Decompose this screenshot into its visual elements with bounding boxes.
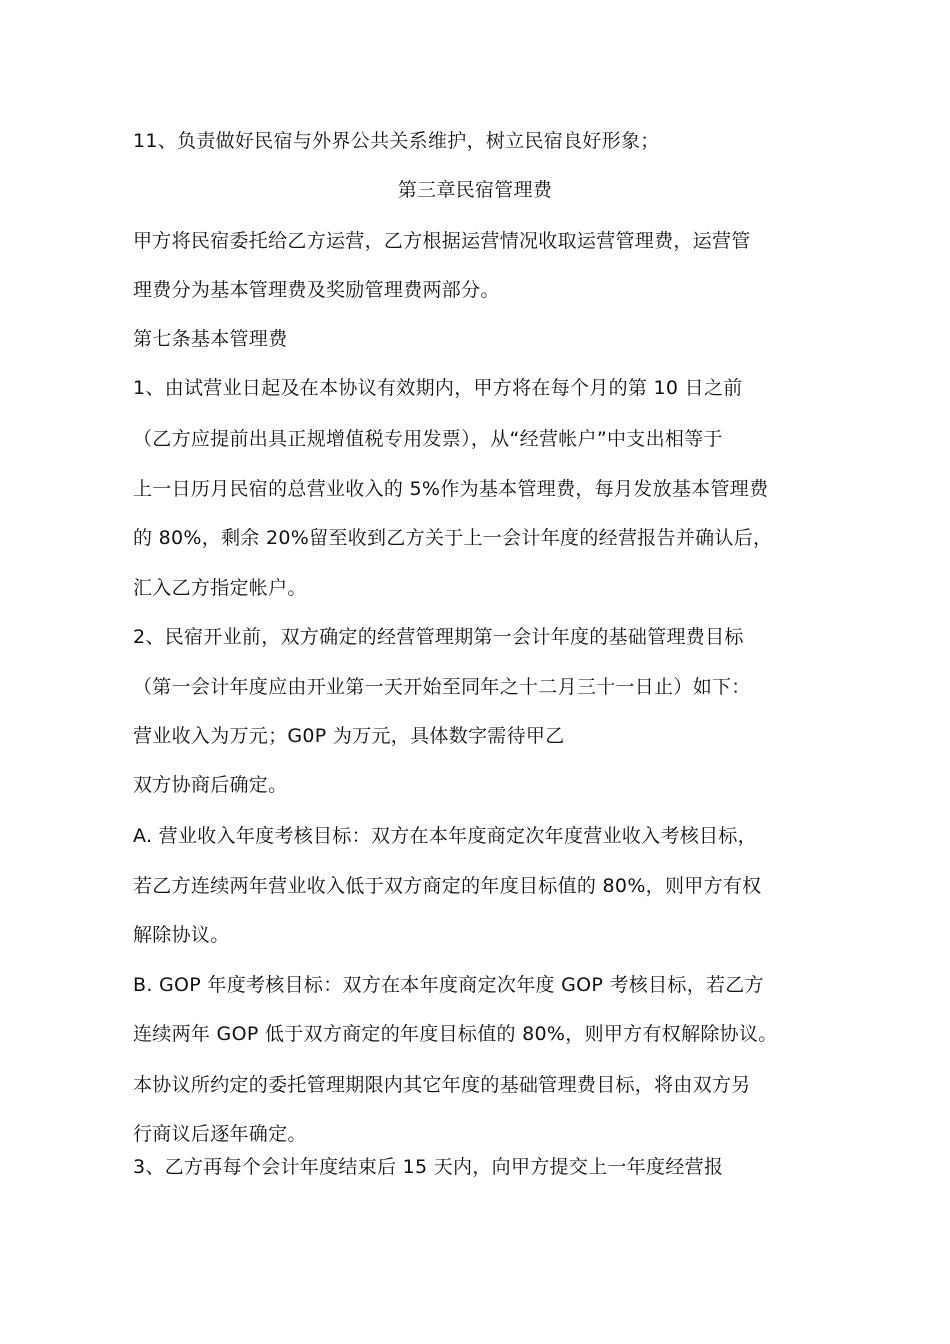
text-line: 3、乙方再每个会计年度结束后 15 天内，向甲方提交上一年度经营报 (133, 1156, 724, 1178)
text-line: 甲方将民宿委托给乙方运营，乙方根据运营情况收取运营管理费，运营管 (133, 230, 751, 252)
text-line: A. 营业收入年度考核目标：双方在本年度商定次年度营业收入考核目标， (133, 825, 757, 847)
text-line: （乙方应提前出具正规增值税专用发票），从“经营帐户”中支出相等于 (133, 428, 723, 450)
text-line: 营业收入为万元；G0P 为万元，具体数字需待甲乙 (133, 725, 565, 747)
text-line: 行商议后逐年确定。 (133, 1123, 307, 1145)
text-line: 上一日历月民宿的总营业收入的 5%作为基本管理费，每月发放基本管理费 (133, 478, 769, 500)
text-line: 的 80%，剩余 20%留至收到乙方关于上一会计年度的经营报告并确认后， (133, 527, 773, 549)
text-line: （第一会计年度应由开业第一天开始至同年之十二月三十一日止）如下： (133, 676, 751, 698)
text-line: 连续两年 GOP 低于双方商定的年度目标值的 80%，则甲方有权解除协议。 (133, 1023, 778, 1045)
text-line: 11、负责做好民宿与外界公共关系维护，树立民宿良好形象； (133, 130, 660, 152)
text-line: 1、由试营业日起及在本协议有效期内，甲方将在每个月的第 10 日之前 (133, 377, 743, 399)
text-line: 双方协商后确定。 (133, 774, 288, 796)
text-line: 本协议所约定的委托管理期限内其它年度的基础管理费目标，将由双方另 (133, 1074, 751, 1096)
text-line: 汇入乙方指定帐户。 (133, 577, 307, 599)
text-line: 解除协议。 (133, 924, 230, 946)
text-line: 理费分为基本管理费及奖励管理费两部分。 (133, 279, 500, 301)
text-line: B. GOP 年度考核目标：双方在本年度商定次年度 GOP 考核目标，若乙方 (133, 974, 764, 996)
text-line: 2、民宿开业前，双方确定的经营管理期第一会计年度的基础管理费目标 (133, 626, 744, 648)
chapter-heading: 第三章民宿管理费 (397, 179, 553, 201)
text-line: 若乙方连续两年营业收入低于双方商定的年度目标值的 80%，则甲方有权 (133, 875, 762, 897)
article-heading: 第七条基本管理费 (133, 328, 288, 350)
